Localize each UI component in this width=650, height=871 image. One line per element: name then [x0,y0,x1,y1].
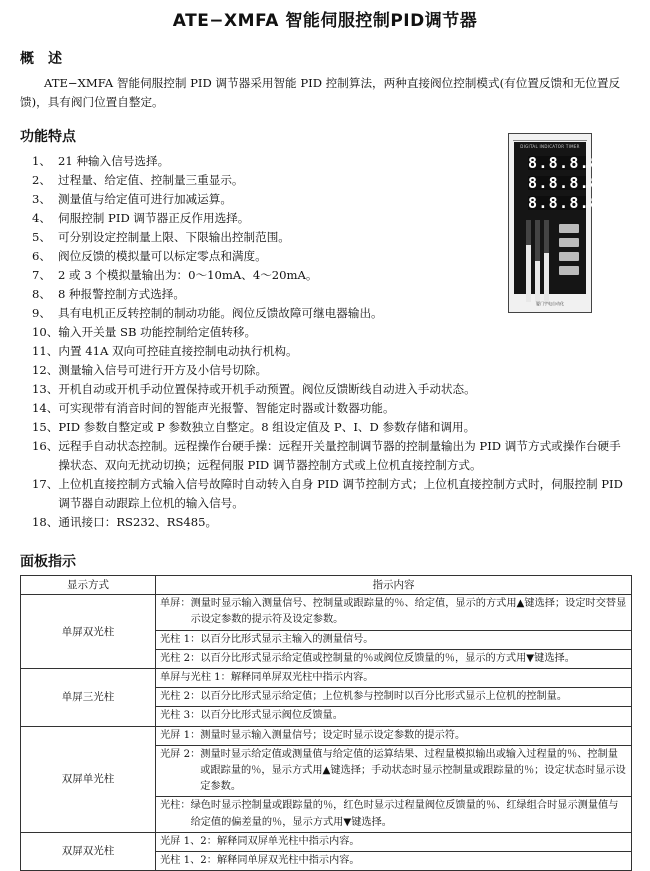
feature-number: 14、 [32,401,59,415]
feature-text: 通讯接口：RS232、RS485。 [58,515,218,529]
panel-heading: 面板指示 [20,554,76,570]
bargraph-1 [526,220,531,302]
content-cell [156,832,632,851]
overview-text: ATE−XMFA 智能伺服控制 PID 调节器采用智能 PID 控制算法，两种直接阀位控制模式(有位置反馈和无位置反馈)，具有阀门位置自整定。 [20,76,621,109]
bargraph-2 [535,220,540,302]
content-cell [156,669,632,688]
content-cell [156,726,632,745]
content-text: 以百分比形式显示阀位反馈量。 [200,710,343,722]
content-text: 绿色时显示控制量或跟踪量的％，红色时显示过程量阀位反馈量的％、红绿组合时显示测量值与给定值的偏差量的％，显示方式用▼键选择。 [190,800,619,828]
content-cell [156,595,632,630]
features-heading: 功能特点 [20,129,76,145]
table-row [21,669,632,688]
bargraph-3 [544,220,549,302]
feature-text: 测量输入信号可进行开方及小信号切除。 [58,363,268,377]
controller-device-image [508,133,601,313]
feature-number: 6、 [32,249,51,263]
feature-text: 8 种报警控制方式选择。 [58,287,185,301]
content-text: 测量时显示输入测量信号；设定时显示设定参数的提示符。 [200,729,466,741]
feature-number: 11、 [32,344,59,358]
content-text: 解释同双屏单光柱中指示内容。 [216,835,360,847]
feature-number: 2、 [32,173,51,187]
bargraph-2-level [535,261,540,302]
content-cell [156,707,632,726]
key-set[interactable] [559,224,579,233]
table-row [21,595,632,630]
feature-number: 8、 [32,287,51,301]
feature-text: 过程量、给定值、控制量三重显示。 [58,173,244,187]
keypad [559,224,585,280]
feature-text: 21 种输入信号选择。 [58,154,170,168]
content-text: 以百分比形式显示主输入的测量信号。 [200,633,374,645]
content-text: 以百分比形式显示给定值或控制量的％或阀位反馈量的％，显示的方式用▼键选择。 [200,652,575,664]
feature-number: 7、 [32,268,51,282]
content-label: 光柱： [160,800,191,812]
display-bottom: 8.8.8.8 [528,194,601,212]
content-cell [156,797,632,832]
content-label: 光屏 2： [160,748,201,760]
table-header-row [21,576,632,595]
feature-number: 10、 [32,325,59,339]
feature-text: PID 参数自整定或 P 参数独立自整定。8 组设定值及 P、I、D 参数存储和调用。 [58,420,476,434]
content-text: 解释同单屏双光柱中指示内容。 [230,672,374,684]
display-mode-cell: 单屏双光柱 [21,595,156,669]
bargraph-3-level [544,253,549,302]
feature-text: 远程手自动状态控制。远程操作台硬手操：远程开关量控制调节器的控制量输出为 PID 调节方式或操作台硬手操状态、双向无扰动切换；远程伺服 PID 调节器控制方式或上位机直接控制方式。 [58,439,621,472]
feature-number: 15、 [32,420,59,434]
feature-item [20,399,632,418]
feature-text: 内置 41A 双向可控硅直接控制电动执行机构。 [58,344,298,358]
content-text: 测量时显示输入测量信号、控制量或跟踪量的％、给定值，显示的方式用▲键选择；设定时交替显示设定参数的提示符及设定参数。 [190,598,627,626]
feature-item [20,475,632,513]
content-text: 解释同单屏双光柱中指示内容。 [216,855,360,867]
feature-number: 16、 [32,439,59,453]
content-label: 光柱 1、2： [160,855,217,867]
column-header-content: 指示内容 [156,576,632,595]
content-cell [156,852,632,871]
content-cell [156,649,632,668]
bargraph-group [526,220,552,302]
feature-item [20,418,632,437]
feature-number: 17、 [32,477,59,491]
display-mode-cell: 双屏双光柱 [21,832,156,870]
feature-text: 伺服控制 PID 调节器正反作用选择。 [58,211,250,225]
feature-text: 开机自动或开机手动位置保持或开机手动预置。阀位反馈断线自动进入手动状态。 [58,382,476,396]
content-label: 光柱 2： [160,652,201,664]
feature-item [20,513,632,532]
display-middle: 8.8.8.8 [528,174,601,192]
table-row [21,726,632,745]
content-text: 以百分比形式显示给定值；上位机参与控制时以百分比形式显示上位机的控制量。 [200,691,568,703]
overview-heading: 概 述 [20,51,62,67]
feature-text: 输入开关量 SB 功能控制给定值转移。 [58,325,257,339]
feature-item [20,437,632,475]
feature-item [20,323,632,342]
feature-text: 测量值与给定值可进行加减运算。 [58,192,232,206]
device-header-labels: DIGITAL INDICATOR TIMER [520,144,580,149]
content-text: 测量时显示给定值或测量值与给定值的运算结果、过程量模拟输出或输入过程量的％、控制量或跟踪量的％，显示方式用▲键选择；手动状态时显示控制量或跟踪量的％；设定状态时显示设定参数。 [200,748,626,793]
display-top: 8.8.8.8 [528,154,601,172]
content-label: 光屏 1、2： [160,835,217,847]
feature-number: 9、 [32,306,51,320]
column-header-mode: 显示方式 [21,576,156,595]
feature-number: 18、 [32,515,59,529]
feature-text: 可分别设定控制量上限、下限输出控制范围。 [58,230,290,244]
content-label: 光柱 2： [160,691,201,703]
content-cell [156,688,632,707]
feature-number: 1、 [32,154,51,168]
key-down[interactable] [559,252,579,261]
content-label: 光屏 1： [160,729,201,741]
feature-text: 可实现带有消音时间的智能声光报警、智能定时器或计数器功能。 [58,401,395,415]
key-auto-manual[interactable] [559,266,579,275]
device-brand: 厦门宇电自动化 [536,301,564,306]
feature-number: 3、 [32,192,51,206]
table-row [21,832,632,851]
feature-text: 2 或 3 个模拟量输出为：0～10mA、4～20mA。 [58,268,318,282]
feature-number: 5、 [32,230,51,244]
feature-number: 12、 [32,363,59,377]
display-mode-cell: 单屏三光柱 [21,669,156,727]
feature-item [20,361,632,380]
content-label: 光柱 3： [160,710,201,722]
page-title: ATE−XMFA 智能伺服控制PID调节器 [172,11,478,31]
device-front-panel [514,142,601,294]
feature-number: 13、 [32,382,59,396]
device-top-bezel [513,136,587,141]
feature-text: 上位机直接控制方式输入信号故障时自动转入自身 PID 调节控制方式；上位机直接控制方式时，伺服控制 PID 调节器自动跟踪上位机的输入信号。 [58,477,623,510]
feature-text: 具有电机正反转控制的制动功能。阀位反馈故障可继电器输出。 [58,306,383,320]
content-label: 光柱 1： [160,633,201,645]
content-cell [156,630,632,649]
feature-text: 阀位反馈的模拟量可以标定零点和满度。 [58,249,267,263]
panel-indication-table [20,575,632,871]
content-label: 单屏： [160,598,191,610]
feature-item [20,342,632,361]
bargraph-1-level [526,245,531,302]
key-up[interactable] [559,238,579,247]
display-mode-cell: 双屏单光柱 [21,726,156,832]
content-label: 单屏与光柱 1： [160,672,231,684]
feature-number: 4、 [32,211,51,225]
content-cell [156,745,632,797]
feature-item [20,380,632,399]
